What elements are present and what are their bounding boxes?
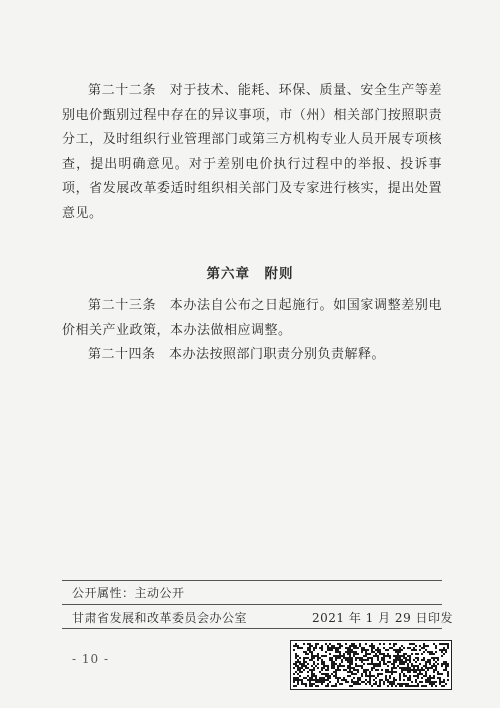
page-number: - 10 - — [72, 652, 110, 666]
footer-rule-middle — [62, 604, 442, 605]
disclosure-label: 公开属性：主动公开 — [72, 586, 185, 600]
article-23-paragraph: 第二十三条 本办法自公布之日起施行。如国家调整差别电价相关产业政策，本办法做相应调整。 — [62, 298, 442, 338]
footer-rule-top — [62, 580, 442, 581]
chapter-6-heading: 第六章 附则 — [206, 266, 294, 282]
issuer-name: 甘肃省发展和改革委员会办公室 — [72, 611, 248, 625]
footer-rule-bottom — [62, 628, 442, 629]
article-22-paragraph: 第二十二条 对于技术、能耗、环保、质量、安全生产等差别电价甄别过程中存在的异议事项，市（州）相关部门按照职责分工，及时组织行业管理部门或第三方机构专业人员开展专项核查，提出明确意见。对于差别电价执行过程中的举报、投诉事项，省发展改革委适时组织相关部门及专家进行核实，提出处置意见。 — [62, 83, 442, 221]
article-24-paragraph: 第二十四条 本办法按照部门职责分别负责解释。 — [88, 347, 386, 362]
issue-date: 2021 年 1 月 29 日印发 — [312, 611, 454, 625]
barcode-image — [290, 640, 452, 690]
